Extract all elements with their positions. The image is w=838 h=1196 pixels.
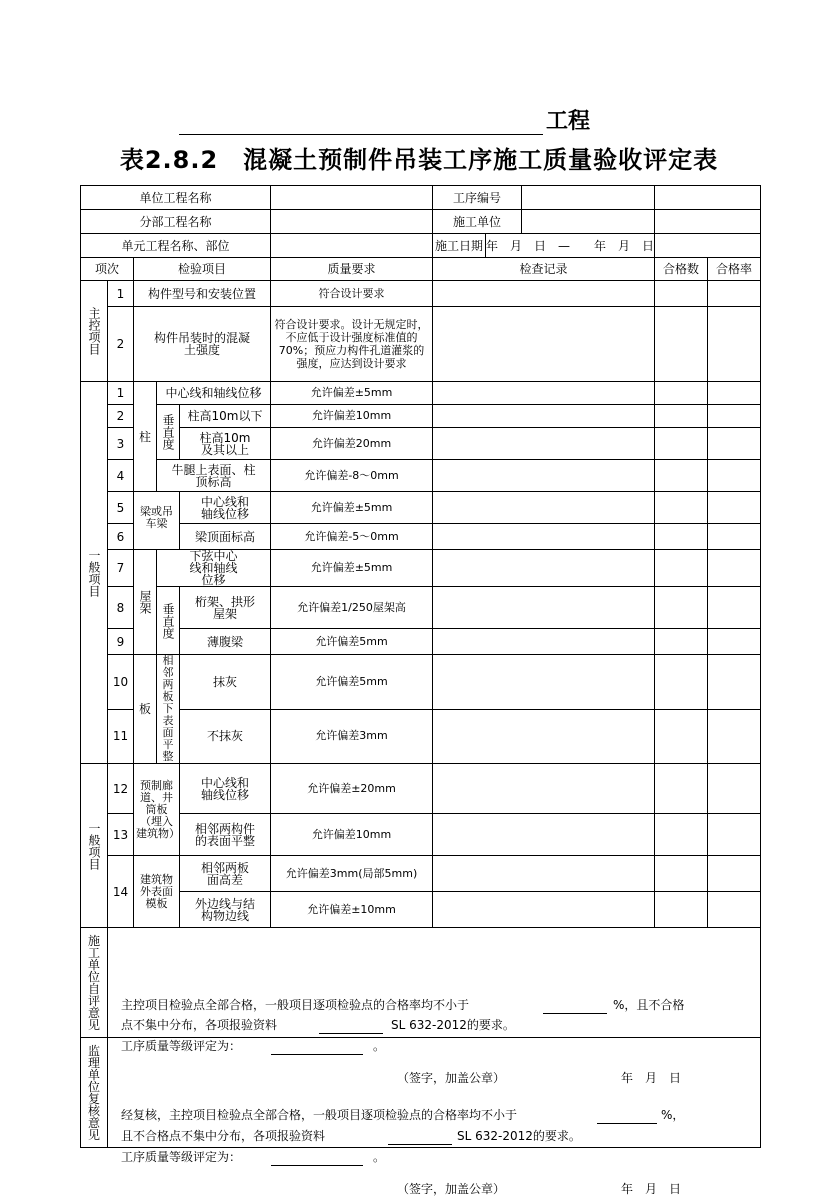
- gen-rate-13[interactable]: [708, 814, 761, 856]
- main-req-2: 符合设计要求。设计无规定时，不应低于设计强度标准值的70%；预应力构件孔道灌浆的强度，应达到设计要求: [271, 307, 433, 382]
- group-general-1: 一般项目: [81, 382, 108, 764]
- gen-req-8: 允许偏差1/250屋架高: [271, 587, 433, 629]
- gen-count-10[interactable]: [655, 655, 708, 710]
- col-pass-rate: 合格率: [708, 258, 761, 281]
- gen-item-12: 中心线和轴线位移: [180, 764, 271, 814]
- gen-item-5: 中心线和轴线位移: [180, 492, 271, 524]
- gen-no-12: 12: [108, 764, 134, 814]
- main-no-2: 2: [108, 307, 134, 382]
- sub-formwork: 建筑物外表面模板: [134, 856, 180, 928]
- self-eval-docs-blank[interactable]: [319, 1021, 383, 1034]
- gen-item-8: 桁架、拱形屋架: [180, 587, 271, 629]
- gen-no-3: 3: [108, 428, 134, 460]
- gen-no-5: 5: [108, 492, 134, 524]
- gen-rate-9[interactable]: [708, 629, 761, 655]
- gen-no-4: 4: [108, 460, 134, 492]
- gen-record-4[interactable]: [433, 460, 655, 492]
- self-eval-line1b: %，且不合格: [613, 997, 685, 1012]
- unit-project-label: 单位工程名称: [81, 186, 271, 210]
- self-eval-sign: （签字，加盖公章）: [397, 1070, 506, 1085]
- gen-req-13: 允许偏差10mm: [271, 814, 433, 856]
- gen-count-11[interactable]: [655, 709, 708, 764]
- col-item: 检验项目: [134, 258, 271, 281]
- gen-record-9[interactable]: [433, 629, 655, 655]
- gen-rate-11[interactable]: [708, 709, 761, 764]
- gen-item-6: 梁顶面标高: [180, 524, 271, 550]
- gen-record-7[interactable]: [433, 550, 655, 587]
- gen-record-12[interactable]: [433, 764, 655, 814]
- supervisor-eval-grade-blank[interactable]: [271, 1153, 363, 1166]
- gen-record-11[interactable]: [433, 709, 655, 764]
- col-record: 检查记录: [433, 258, 655, 281]
- gen-rate-7[interactable]: [708, 550, 761, 587]
- self-eval-period: 。: [373, 1038, 386, 1053]
- gen-req-10: 允许偏差5mm: [271, 655, 433, 710]
- gen-rate-2[interactable]: [708, 405, 761, 428]
- gen-item-4: 牛腿上表面、柱顶标高: [157, 460, 271, 492]
- gen-rate-6[interactable]: [708, 524, 761, 550]
- supervisor-eval-line2b: SL 632-2012的要求。: [457, 1128, 581, 1143]
- gen-item-2: 柱高10m以下: [180, 405, 271, 428]
- col-pass-count: 合格数: [655, 258, 708, 281]
- unit-project-value[interactable]: [271, 186, 433, 210]
- gen-rate-8[interactable]: [708, 587, 761, 629]
- gen-req-14b: 允许偏差±10mm: [271, 892, 433, 928]
- gen-count-7[interactable]: [655, 550, 708, 587]
- sub-vertical-column: 垂直度: [157, 405, 180, 460]
- process-no-value[interactable]: [522, 186, 654, 209]
- table-title: 表2.8.2 混凝土预制件吊装工序施工质量验收评定表: [119, 146, 719, 174]
- evaluation-table: [80, 185, 761, 1196]
- construction-unit-label: 施工单位: [433, 210, 522, 233]
- supervisor-eval-line3: 工序质量等级评定为：: [121, 1149, 242, 1164]
- group-main: 主控项目: [81, 281, 108, 382]
- gen-count-6[interactable]: [655, 524, 708, 550]
- supervisor-eval-box: [108, 1038, 761, 1196]
- gen-count-12[interactable]: [655, 764, 708, 814]
- gen-req-4: 允许偏差-8～0mm: [271, 460, 433, 492]
- main-no-1: 1: [108, 281, 134, 307]
- gen-rate-3[interactable]: [708, 428, 761, 460]
- gen-no-8: 8: [108, 587, 134, 629]
- process-no-label: 工序编号: [433, 186, 522, 209]
- gen-record-3[interactable]: [433, 428, 655, 460]
- gen-count-9[interactable]: [655, 629, 708, 655]
- sub-adjacent-slab: 相邻两板下表面平整: [157, 655, 180, 764]
- gen-req-5: 允许偏差±5mm: [271, 492, 433, 524]
- gen-item-7: 下弦中心线和轴线位移: [157, 550, 271, 587]
- gen-no-9: 9: [108, 629, 134, 655]
- gen-record-13[interactable]: [433, 814, 655, 856]
- gen-record-6[interactable]: [433, 524, 655, 550]
- gen-count-8[interactable]: [655, 587, 708, 629]
- construction-unit-value[interactable]: [522, 210, 654, 233]
- gen-rate-1[interactable]: [708, 382, 761, 405]
- gen-rate-14b[interactable]: [708, 892, 761, 928]
- element-label: 单元工程名称、部位: [81, 234, 271, 258]
- self-eval-line1a: 主控项目检验点全部合格，一般项目逐项检验点的合格率均不小于: [121, 997, 470, 1012]
- supervisor-eval-date: 年 月 日: [621, 1181, 682, 1196]
- gen-no-11: 11: [108, 709, 134, 764]
- process-no-value-ext[interactable]: [655, 186, 761, 210]
- gen-no-7: 7: [108, 550, 134, 587]
- self-eval-line3: 工序质量等级评定为：: [121, 1038, 242, 1053]
- gen-count-3[interactable]: [655, 428, 708, 460]
- gen-req-12: 允许偏差±20mm: [271, 764, 433, 814]
- self-eval-line2b: SL 632-2012的要求。: [391, 1017, 515, 1032]
- main-req-1: 符合设计要求: [271, 281, 433, 307]
- supervisor-eval-period: 。: [373, 1149, 386, 1164]
- gen-no-14: 14: [108, 856, 134, 928]
- gen-item-14b: 外边线与结构物边线: [180, 892, 271, 928]
- self-eval-label: 施工单位自评意见: [81, 928, 108, 1038]
- sub-roof: 屋架: [134, 550, 157, 655]
- supervisor-eval-line1a: 经复核，主控项目检验点全部合格，一般项目逐项检验点的合格率均不小于: [121, 1107, 518, 1122]
- col-category: 项次: [81, 258, 134, 281]
- gen-req-3: 允许偏差20mm: [271, 428, 433, 460]
- gen-item-3: 柱高10m及其以上: [180, 428, 271, 460]
- gen-no-10: 10: [108, 655, 134, 710]
- supervisor-eval-line2a: 且不合格点不集中分布，各项报验资料: [121, 1128, 326, 1143]
- gen-count-13[interactable]: [655, 814, 708, 856]
- gen-record-10[interactable]: [433, 655, 655, 710]
- gen-req-1: 允许偏差±5mm: [271, 382, 433, 405]
- gen-count-5[interactable]: [655, 492, 708, 524]
- main-count-1[interactable]: [655, 281, 708, 307]
- supervisor-eval-sign: （签字，加盖公章）: [397, 1181, 506, 1196]
- main-item-1: 构件型号和安装位置: [134, 281, 271, 307]
- project-suffix: 工程: [546, 109, 591, 134]
- project-name-blank: [179, 134, 543, 135]
- main-record-1[interactable]: [433, 281, 655, 307]
- gen-record-14b[interactable]: [433, 892, 655, 928]
- gen-rate-12[interactable]: [708, 764, 761, 814]
- gen-item-11: 不抹灰: [180, 709, 271, 764]
- sub-slab: 板: [134, 655, 157, 764]
- sub-beam: 梁或吊车梁: [134, 492, 180, 550]
- supervisor-eval-docs-blank[interactable]: [388, 1132, 452, 1145]
- gen-no-6: 6: [108, 524, 134, 550]
- main-rate-1[interactable]: [708, 281, 761, 307]
- gen-item-1: 中心线和轴线位移: [157, 382, 271, 405]
- element-value[interactable]: [271, 234, 433, 258]
- group-general-2: 一般项目: [81, 764, 108, 928]
- construction-unit-value-ext[interactable]: [655, 210, 761, 234]
- supervisor-eval-label: 监理单位复核意见: [81, 1038, 108, 1148]
- gen-item-10: 抹灰: [180, 655, 271, 710]
- self-eval-rate-blank[interactable]: [543, 1001, 607, 1014]
- gen-record-14a[interactable]: [433, 856, 655, 892]
- gen-count-14a[interactable]: [655, 856, 708, 892]
- gen-req-11: 允许偏差3mm: [271, 709, 433, 764]
- sub-project-value[interactable]: [271, 210, 433, 234]
- gen-record-1[interactable]: [433, 382, 655, 405]
- main-count-2[interactable]: [655, 307, 708, 382]
- supervisor-eval-rate-blank[interactable]: [597, 1111, 657, 1124]
- supervisor-eval-line1b: %，: [661, 1107, 685, 1122]
- self-eval-date: 年 月 日: [621, 1070, 682, 1085]
- sub-vertical-roof: 垂直度: [157, 587, 180, 655]
- gen-rate-4[interactable]: [708, 460, 761, 492]
- main-item-2: 构件吊装时的混凝土强度: [134, 307, 271, 382]
- gen-req-2: 允许偏差10mm: [271, 405, 433, 428]
- gen-count-14b[interactable]: [655, 892, 708, 928]
- gen-no-13: 13: [108, 814, 134, 856]
- gen-req-6: 允许偏差-5～0mm: [271, 524, 433, 550]
- gen-no-1: 1: [108, 382, 134, 405]
- project-title-line: [0, 108, 838, 138]
- main-rate-2[interactable]: [708, 307, 761, 382]
- gen-rate-5[interactable]: [708, 492, 761, 524]
- gen-req-14a: 允许偏差3mm(局部5mm): [271, 856, 433, 892]
- gen-count-4[interactable]: [655, 460, 708, 492]
- gen-record-2[interactable]: [433, 405, 655, 428]
- gen-rate-14a[interactable]: [708, 856, 761, 892]
- gen-item-14a: 相邻两板面高差: [180, 856, 271, 892]
- gen-record-5[interactable]: [433, 492, 655, 524]
- gen-no-2: 2: [108, 405, 134, 428]
- construction-date-label: 施工日期: [433, 234, 486, 257]
- main-record-2[interactable]: [433, 307, 655, 382]
- gen-rate-10[interactable]: [708, 655, 761, 710]
- sub-column: 柱: [134, 382, 157, 492]
- sub-project-label: 分部工程名称: [81, 210, 271, 234]
- construction-date-value-ext[interactable]: [655, 234, 761, 258]
- gen-count-1[interactable]: [655, 382, 708, 405]
- sub-prefab: 预制廊道、井筒板（埋入建筑物）: [134, 764, 180, 856]
- col-requirement: 质量要求: [271, 258, 433, 281]
- gen-req-7: 允许偏差±5mm: [271, 550, 433, 587]
- gen-record-8[interactable]: [433, 587, 655, 629]
- gen-item-9: 薄腹梁: [180, 629, 271, 655]
- self-eval-box: [108, 928, 761, 1085]
- construction-date-value[interactable]: 年 月 日 — 年 月 日: [486, 238, 655, 253]
- gen-item-13: 相邻两构件的表面平整: [180, 814, 271, 856]
- gen-count-2[interactable]: [655, 405, 708, 428]
- self-eval-line2a: 点不集中分布，各项报验资料: [121, 1017, 278, 1032]
- gen-req-9: 允许偏差5mm: [271, 629, 433, 655]
